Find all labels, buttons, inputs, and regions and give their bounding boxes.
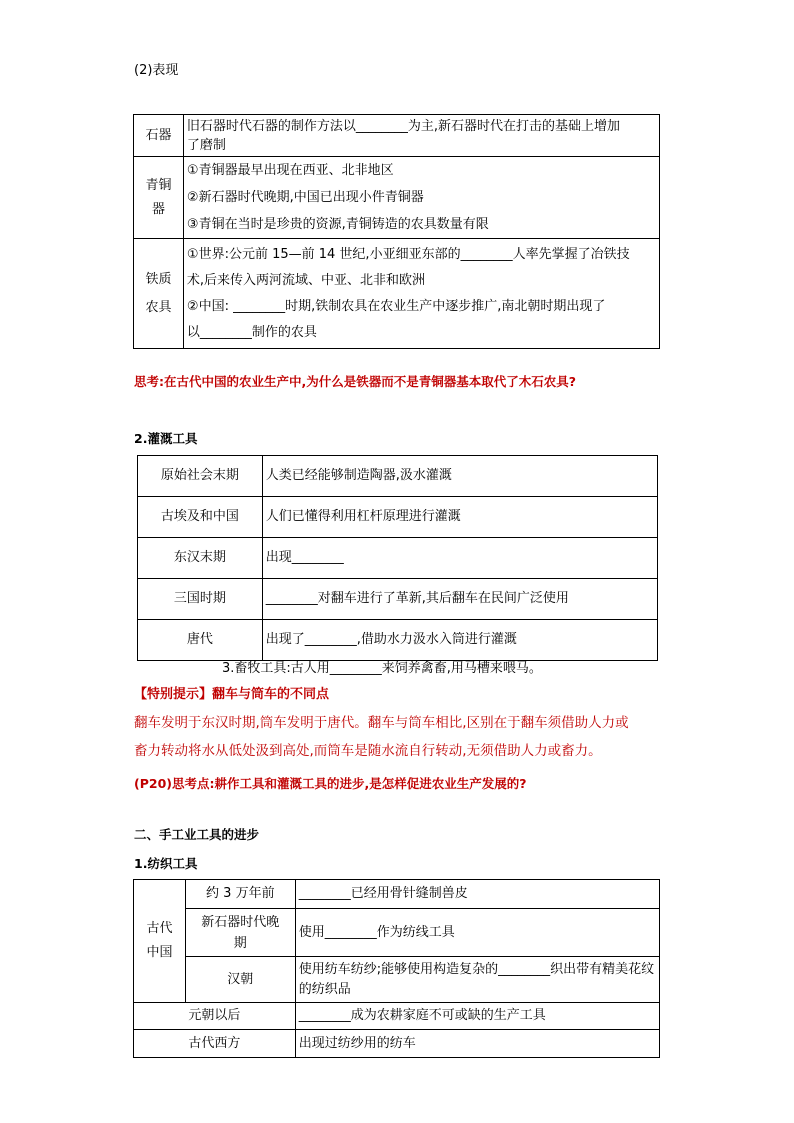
table-row — [134, 157, 660, 239]
period-cell: 古埃及和中国 — [138, 497, 263, 538]
tip-label: 【特别提示】 — [134, 687, 213, 702]
tip-title: 翻车与筒车的不同点 — [212, 687, 330, 702]
period-cell: 元朝以后 — [134, 1003, 296, 1030]
textile-heading: 1.纺织工具 — [134, 856, 198, 871]
content-cell: 出现了________,借助水力汲水入筒进行灌溉 — [262, 620, 657, 661]
table-row — [138, 579, 658, 620]
section-heading: (2)表现 — [134, 63, 179, 78]
row-content — [183, 115, 659, 157]
table-row — [134, 239, 660, 349]
row-content — [183, 157, 659, 239]
group-cell: 古代 中国 — [134, 880, 186, 1003]
livestock-tools: 3.畜牧工具:古人用________来饲养禽畜,用马槽来喂马。 — [222, 661, 542, 676]
text-line: ①青铜器最早出现在西亚、北非地区 — [186, 163, 394, 178]
section-heading: 二、手工业工具的进步 — [134, 827, 260, 842]
period-cell: 约 3 万年前 — [185, 880, 295, 909]
table-row — [134, 115, 660, 157]
text-line: 术,后来传入两河流域、中亚、北非和欧洲 — [186, 272, 426, 288]
period-cell: 新石器时代晚 期 — [185, 909, 295, 957]
content-cell: 人们已懂得利用杠杆原理进行灌溉 — [262, 497, 657, 538]
content-cell: ________对翻车进行了革新,其后翻车在民间广泛使用 — [262, 579, 657, 620]
text-line: ②新石器时代晚期,中国已出现小件青铜器 — [186, 190, 424, 205]
period-cell: 三国时期 — [138, 579, 263, 620]
text-line: 以________制作的农具 — [186, 324, 317, 340]
content-cell: 人类已经能够制造陶器,汲水灌溉 — [262, 456, 657, 497]
content-cell: ________已经用骨针缝制兽皮 — [295, 880, 659, 909]
row-header: 铁质 农具 — [134, 239, 184, 349]
text-line: ①世界:公元前 15—前 14 世纪,小亚细亚东部的________人率先掌握了冶铁技 — [186, 246, 630, 262]
think-question: 思考:在古代中国的农业生产中,为什么是铁器而不是青铜器基本取代了木石农具? — [134, 374, 576, 389]
table-textile-tools — [133, 879, 660, 1058]
text-line: ②中国: ________时期,铁制农具在农业生产中逐步推广,南北朝时期出现了 — [186, 298, 606, 314]
table-agricultural-tools — [133, 114, 660, 349]
think-point: (P20)思考点:耕作工具和灌溉工具的进步,是怎样促进农业生产发展的? — [134, 776, 527, 791]
period-cell: 古代西方 — [134, 1030, 296, 1058]
table-row — [138, 538, 658, 579]
content-cell: 出现过纺纱用的纺车 — [295, 1030, 659, 1058]
content-cell: 使用________作为纺线工具 — [295, 909, 659, 957]
table-row — [138, 497, 658, 538]
content-cell: 使用纺车纺纱;能够使用构造复杂的________织出带有精美花纹的纺织品 — [295, 957, 659, 1003]
period-cell: 原始社会末期 — [138, 456, 263, 497]
text-line: 旧石器时代石器的制作方法以________为主,新石器时代在打击的基础上增加 — [186, 118, 621, 134]
table-row — [134, 880, 660, 909]
row-header: 石器 — [134, 115, 184, 157]
period-cell: 东汉末期 — [138, 538, 263, 579]
special-tip-heading — [134, 686, 329, 704]
table-irrigation-tools — [137, 455, 658, 661]
text-line: 了磨制 — [186, 137, 226, 153]
row-content — [183, 239, 659, 349]
table-row — [134, 1003, 660, 1030]
table-row — [134, 909, 660, 957]
row-header: 青铜 器 — [134, 157, 184, 239]
table-row — [138, 456, 658, 497]
content-cell: ________成为农耕家庭不可或缺的生产工具 — [295, 1003, 659, 1030]
content-cell: 出现________ — [262, 538, 657, 579]
table-row — [134, 1030, 660, 1058]
text-line: ③青铜在当时是珍贵的资源,青铜铸造的农具数量有限 — [186, 217, 489, 232]
period-cell: 汉朝 — [185, 957, 295, 1003]
table-row — [138, 620, 658, 661]
table-row — [134, 957, 660, 1003]
period-cell: 唐代 — [138, 620, 263, 661]
tip-body-line: 翻车发明于东汉时期,筒车发明于唐代。翻车与筒车相比,区别在于翻车须借助人力或 — [134, 715, 629, 731]
tip-body-line: 畜力转动将水从低处汲到高处,而筒车是随水流自行转动,无须借助人力或畜力。 — [134, 743, 602, 759]
irrigation-heading: 2.灌溉工具 — [134, 431, 198, 446]
